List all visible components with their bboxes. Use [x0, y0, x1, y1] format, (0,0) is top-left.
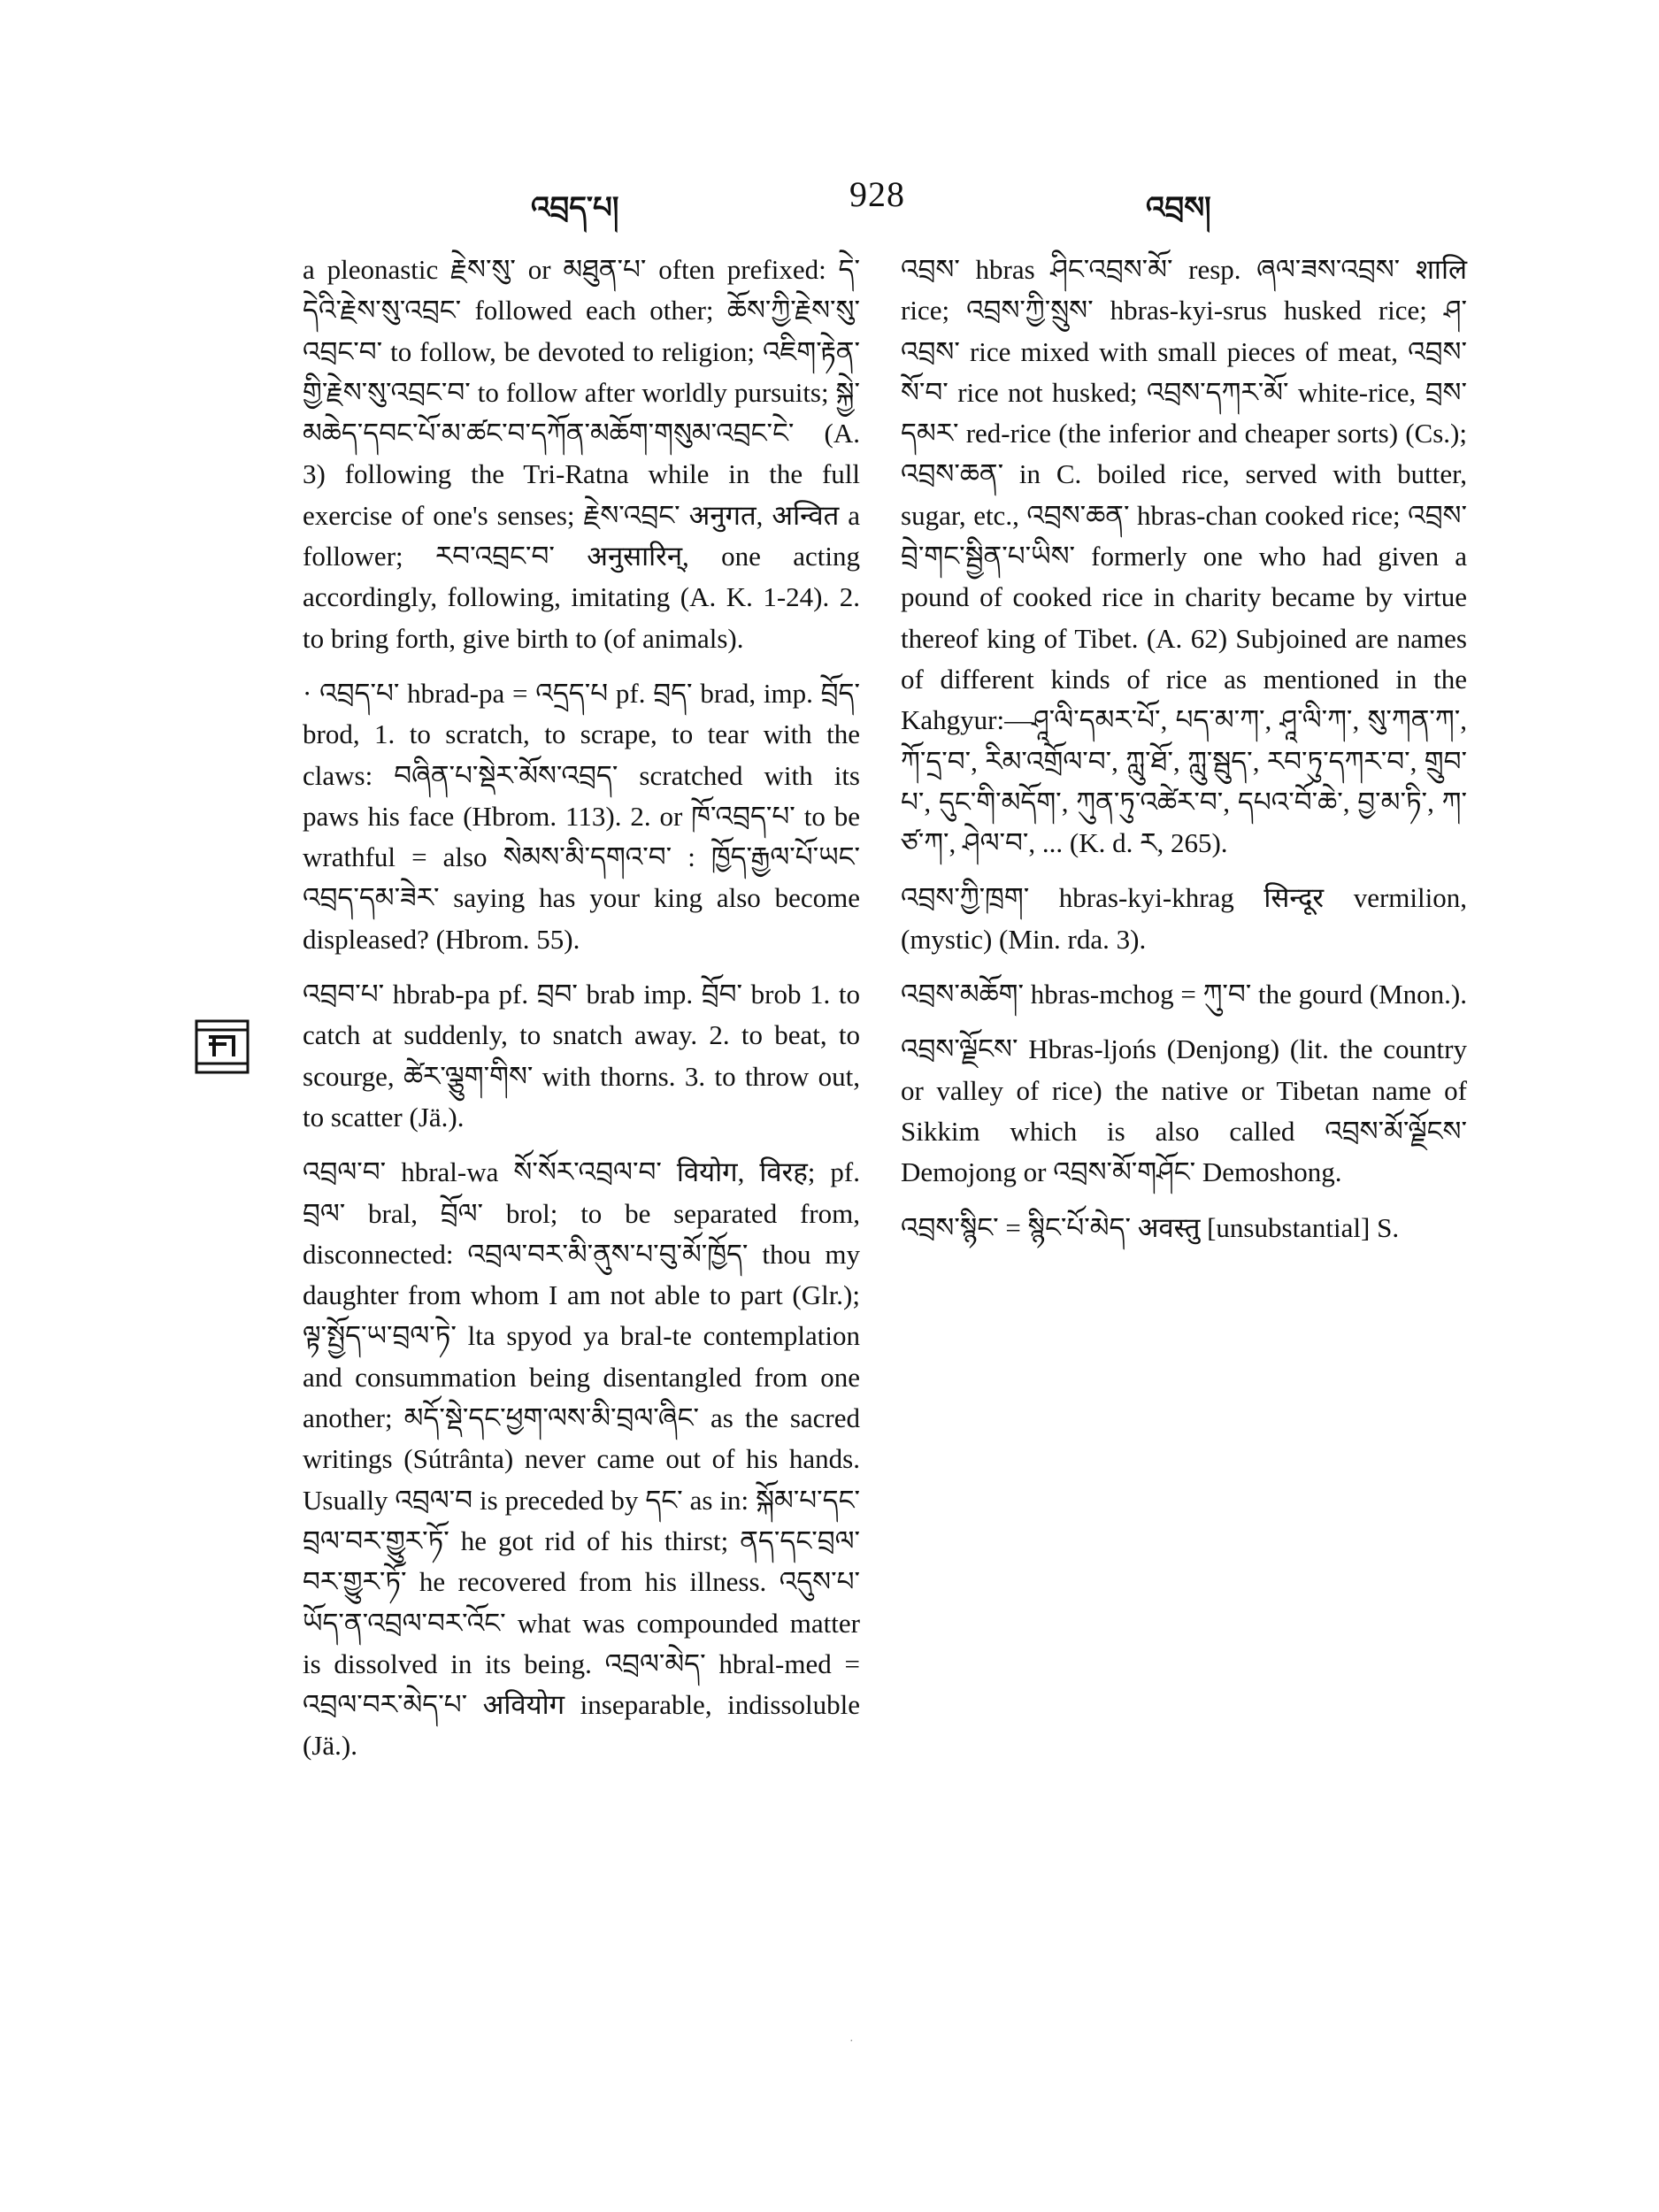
margin-index-mark-icon	[195, 1019, 250, 1074]
entry-hbras-mchog: འབྲས་མཆོག་ hbras-mchog = ཀུ་བ་ the gourd (Mnon.).	[901, 979, 1467, 1010]
right-column	[901, 250, 1467, 1263]
running-head-left: འབྲད་པ།	[531, 192, 619, 225]
page-number: 928	[849, 174, 905, 214]
entry-continuation: a pleonastic རྗེས་སུ་ or མཐུན་པ་ often prefixed: དེ་དེའི་རྗེས་སུ་འབྲང་ followed each other; ཆོས་ཀྱི་རྗེས་སུ་འབྲང་བ་ to follow, be devoted to religion; འཇིག་རྟེན་གྱི་རྗེས་སུ་འབྲང་བ་ to follow after worldly pursuits; སྐྱེ་མཆེད་དབང་པོ་མ་ཚང་བ་དཀོན་མཆོག་གསུམ་འབྲང་ངེ་ (A. 3) following the Tri-Ratna while in the full exercise of one's senses; རྗེས་འབྲང་ अनुगत, अन्वित a follower; རབ་འབྲང་བ་ अनुसारिन्, one acting accordingly, following, imitating (A. K. 1-24). 2. to bring forth, give birth to (of animals).	[303, 254, 860, 654]
entry-hbras: འབྲས་ hbras ཤིང་འབྲས་མོ་ resp. ཞལ་ཟས་འབྲས་ शालि rice; འབྲས་ཀྱི་སྲུས་ hbras-kyi-srus husked rice; ཤ་འབྲས་ rice mixed with small pieces of meat, འབྲས་སོ་བ་ rice not husked; འབྲས་དཀར་མོ་ white-rice, བྲས་དམར་ red-rice (the inferior and cheaper sorts) (Cs.); འབྲས་ཆན་ in C. boiled rice, served with butter, sugar, etc., འབྲས་ཆན་ hbras-chan cooked rice; འབྲས་བྲེ་གང་སྦྱིན་པ་ཡིས་ formerly one who had given a pound of cooked rice in charity became by virtue thereof king of Tibet. (A. 62) Subjoined are names of different kinds of rice as mentioned in the Kahgyur:—ཤཱ་ལི་དམར་པོ་, པད་མ་ཀ་, ཤཱ་ལི་ཀ་, སུ་ཀན་ཀ་, ཀོ་དྲ་བ་, རིམ་འགྲོལ་བ་, ཀླུ་ཐོ་, ཀླུ་སྦུད་, རབ་ཏུ་དཀར་བ་, གྲུབ་པ་, དུང་གི་མདོག་, ཀུན་ཏུ་འཚེར་བ་, དཔའ་བོ་ཆེ་, བྱ་མ་ཏི་, ཀ་ཙ་ཀ་, ཤེལ་བ་, ... (K. d. ར, 265).	[901, 254, 1467, 859]
entry-hbrab-pa: འབྲབ་པ་ hbrab-pa pf. བྲབ་ brab imp. བྲོབ་ brob 1. to catch at suddenly, to snatch away. 2. to beat, to scourge, ཚེར་ལྕུག་གིས་ with thorns. 3. to throw out, to scatter (Jä.).	[303, 979, 860, 1133]
entry-hbras-ljons: འབྲས་ལྗོངས་ Hbras-ljońs (Denjong) (lit. the country or valley of rice) the native or Tibetan name of Sikkim which is also called འབྲས་མོ་ལྗོངས་ Demojong or འབྲས་མོ་གཤོང་ Demoshong.	[901, 1033, 1467, 1188]
running-head-right: འབྲས།	[1146, 192, 1211, 225]
left-column	[303, 250, 860, 1781]
entry-hbrad-pa: · འབྲད་པ་ hbrad-pa = འདྲད་པ pf. བྲད་ brad, imp. བྲོད་ brod, 1. to scratch, to scrape, to tear with the claws: བཞིན་པ་སྡེར་མོས་འབྲད་ scratched with its paws his face (Hbrom. 113). 2. or ཁོ་འབྲད་པ་ to be wrathful = also སེམས་མི་དགའ་བ་ : ཁྱོད་རྒྱལ་པོ་ཡང་འབྲད་དམ་ཟེར་ saying has your king also become displeased? (Hbrom. 55).	[303, 677, 860, 955]
entry-hbras-snying: འབྲས་སྙིང་ = སྙིང་པོ་མེད་ अवस्तु [unsubstantial] S.	[901, 1211, 1400, 1243]
entry-hbral-wa: འབྲལ་བ་ hbral-wa སོ་སོར་འབྲལ་བ་ वियोग, विरह; pf. བྲལ་ bral, བྲོལ་ brol; to be separated from, disconnected: འབྲལ་བར་མི་ནུས་པ་བུ་མོ་ཁྱོད་ thou my daughter from whom I am not able to part (Glr.); ལྟ་སྤྱོད་ཡ་བྲལ་ཏེ་ lta spyod ya bral-te contemplation and consummation being disentangled from one another; མདོ་སྡེ་དང་ཕྱག་ལས་མི་བྲལ་ཞིང་ as the sacred writings (Sútrânta) never came out of his hands. Usually འབྲལ་བ is preceded by དང་ as in: སྐོམ་པ་དང་བྲལ་བར་གྱུར་ཏོ་ he got rid of his thirst; ནད་དང་བྲལ་བར་གྱུར་ཏོ་ he recovered from his illness. འདུས་པ་ཡོད་ན་འབྲལ་བར་འོང་ what was compounded matter is dissolved in its being. འབྲལ་མེད་ hbral-med = འབྲལ་བར་མེད་པ་ अवियोग inseparable, indissoluble (Jä.).	[303, 1156, 860, 1762]
page-speck: ·	[849, 2035, 854, 2048]
entry-hbras-kyi-khrag: འབྲས་ཀྱི་ཁྲག་ hbras-kyi-khrag सिन्दूर vermilion, (mystic) (Min. rda. 3).	[901, 882, 1467, 955]
